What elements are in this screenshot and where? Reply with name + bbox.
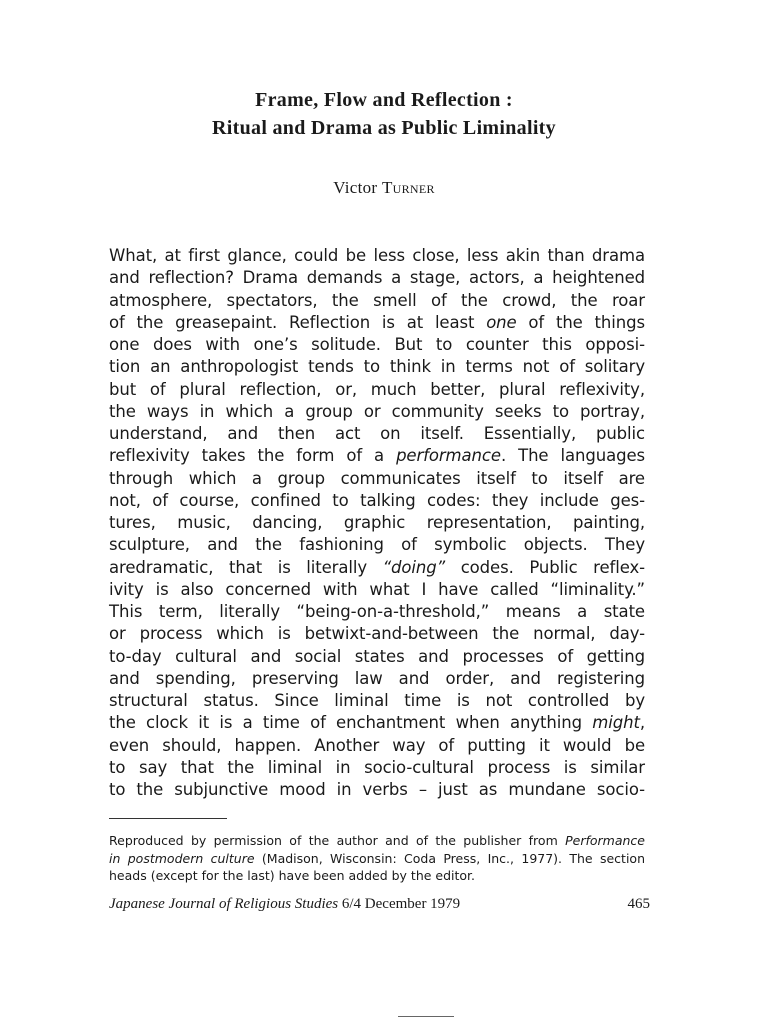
body-line: of the greasepaint. Reflection is at least one of the things [109, 312, 645, 332]
title-line-1: Frame, Flow and Reflection : [255, 89, 513, 111]
author-last-name: Turner [381, 178, 435, 197]
bottom-mark [398, 1016, 454, 1017]
body-line: the clock it is a time of enchantment when anything might, [109, 713, 645, 733]
body-line: even should, happen. Another way of putting it would be [109, 735, 645, 755]
body-line: to-day cultural and social states and processes of getting [109, 646, 645, 666]
body-line: reflexivity takes the form of a performance. The languages [109, 446, 645, 466]
body-line: to say that the liminal in socio-cultural process is similar [109, 757, 645, 777]
footnote-line: Reproduced by permission of the author and of the publisher from Performance [109, 833, 645, 848]
body-line: structural status. Since liminal time is not controlled by [109, 691, 645, 710]
page-number: 465 [627, 896, 650, 912]
footnote-line: in postmodern culture (Madison, Wisconsin: Coda Press, Inc., 1977). The section [109, 850, 646, 866]
body-line: What, at first glance, could be less close, less akin than drama [109, 246, 645, 265]
author-name [0, 178, 768, 198]
author-first-name: Victor [333, 178, 382, 197]
footnote [109, 832, 645, 885]
body-line: This term, literally “being-on-a-threshold,” means a state [109, 602, 645, 621]
body-line: or process which is betwixt-and-between the normal, day- [109, 624, 645, 644]
body-line: tion an anthropologist tends to think in terms not of solitary [109, 357, 645, 377]
body-line: and spending, preserving law and order, and registering [109, 668, 645, 688]
body-line: but of plural reflection, or, much better, plural reflexivity, [109, 379, 645, 399]
footnote-line: heads (except for the last) have been added by the editor. [109, 868, 476, 883]
body-line: ivity is also concerned with what I have called “liminality.” [109, 579, 645, 599]
body-line: through which a group communicates itself to itself are [109, 468, 645, 488]
body-line: to the subjunctive mood in verbs – just as mundane socio- [109, 780, 645, 799]
body-line: and reflection? Drama demands a stage, actors, a heightened [109, 268, 645, 288]
body-paragraph [109, 245, 645, 801]
journal-citation [109, 896, 460, 913]
body-line: sculpture, and the fashioning of symbolic objects. They [109, 535, 645, 555]
body-line: the ways in which a group or community seeks to portray, [109, 401, 645, 421]
body-line: not, of course, confined to talking codes: they include ges- [109, 490, 645, 510]
journal-issue: 6/4 December 1979 [338, 896, 461, 912]
body-line: tures, music, dancing, graphic representation, painting, [109, 513, 645, 532]
journal-name: Japanese Journal of Religious Studies [109, 896, 339, 912]
body-line: atmosphere, spectators, the smell of the crowd, the roar [109, 290, 645, 310]
title-line-2: Ritual and Drama as Public Liminality [212, 117, 556, 139]
body-line: understand, and then act on itself. Essentially, public [109, 424, 645, 443]
footnote-rule [109, 818, 227, 819]
body-line: aredramatic, that is literally “doing” codes. Public reflex- [109, 557, 645, 577]
body-line: one does with one’s solitude. But to counter this opposi- [109, 335, 645, 354]
